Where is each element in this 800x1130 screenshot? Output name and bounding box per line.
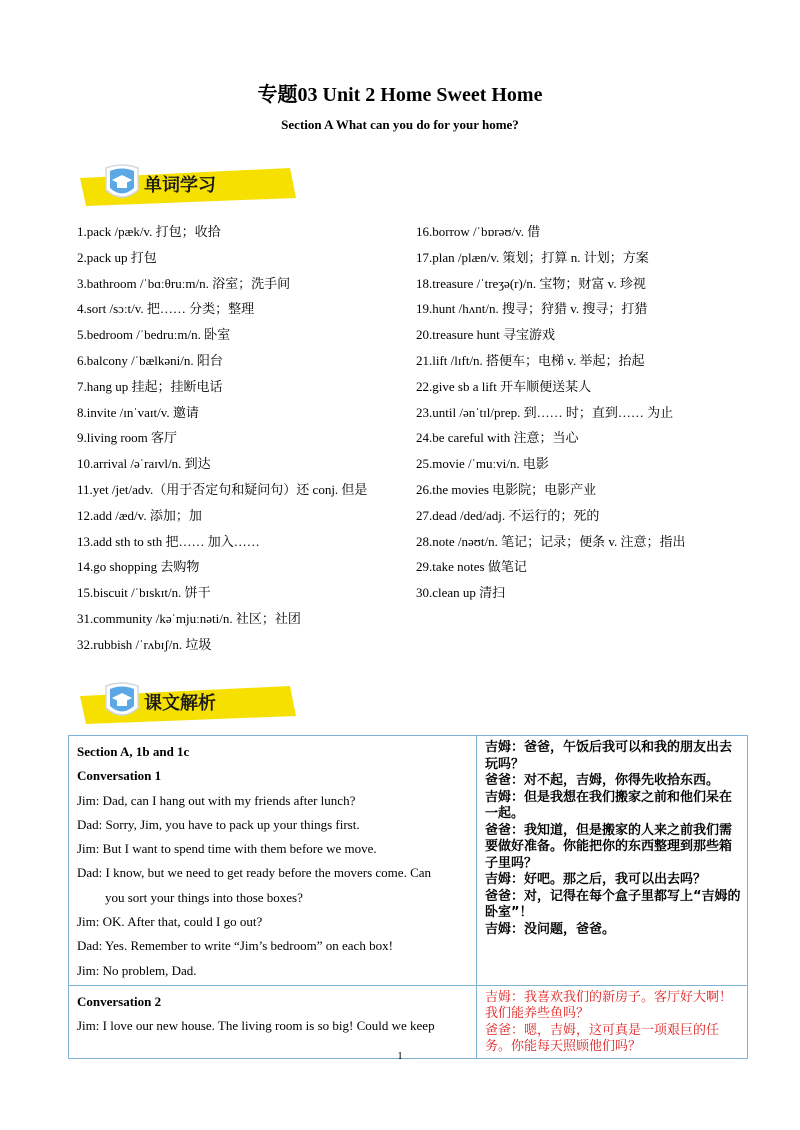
page-number: 1 bbox=[397, 1050, 403, 1062]
conversation-2-translation bbox=[477, 985, 748, 1058]
vocab-item: 24.be careful with 注意；当心 bbox=[416, 430, 579, 446]
conversation-1-translation bbox=[477, 736, 748, 986]
conversation-table bbox=[68, 735, 748, 1059]
vocab-item: 3.bathroom /ˈbɑːθruːm/n. 浴室；洗手间 bbox=[77, 275, 291, 291]
translation-line: 爸爸：我知道，但是搬家的人来之前我们需要做好准备。你能把你的东西整理到那些箱子里吗？ bbox=[485, 822, 733, 871]
vocab-item: 29.take notes 做笔记 bbox=[416, 559, 527, 575]
dialogue-line: Jim: Dad, can I hang out with my friends after lunch? bbox=[77, 792, 356, 808]
translation-line: 爸爸：对，记得在每个盒子里都写上“吉姆的卧室”！ bbox=[485, 888, 741, 920]
text-section-banner bbox=[80, 680, 296, 726]
conversation-2-english bbox=[69, 985, 477, 1058]
table-row bbox=[69, 736, 748, 986]
vocab-item: 12.add /æd/v. 添加；加 bbox=[77, 507, 202, 523]
page-subtitle: Section A What can you do for your home? bbox=[281, 117, 519, 132]
page-title: 专题03 Unit 2 Home Sweet Home bbox=[257, 84, 543, 106]
section-label: Section A, 1b and 1c bbox=[77, 744, 190, 759]
vocab-item: 26.the movies 电影院；电影产业 bbox=[416, 481, 597, 497]
vocab-item: 21.lift /lɪft/n. 搭便车；电梯 v. 举起；抬起 bbox=[416, 352, 645, 368]
vocab-item: 11.yet /jet/adv.（用于否定句和疑问句）还 conj. 但是 bbox=[77, 481, 368, 497]
dialogue-line: Jim: OK. After that, could I go out? bbox=[77, 914, 263, 930]
vocab-item: 4.sort /sɔːt/v. 把…… 分类；整理 bbox=[77, 301, 255, 317]
vocab-item: 14.go shopping 去购物 bbox=[77, 559, 200, 575]
graduation-cap-icon bbox=[102, 162, 142, 206]
vocab-item: 27.dead /ded/adj. 不运行的；死的 bbox=[416, 507, 600, 523]
translation-line: 吉姆：好吧。那之后，我可以出去吗？ bbox=[485, 872, 707, 887]
dialogue-line: Jim: No problem, Dad. bbox=[77, 962, 197, 978]
vocab-item: 30.clean up 清扫 bbox=[416, 585, 506, 601]
dialogue-line: Dad: Yes. Remember to write “Jim’s bedroom” on each box! bbox=[77, 938, 393, 954]
graduation-cap-icon bbox=[102, 680, 142, 724]
vocab-item: 17.plan /plæn/v. 策划；打算 n. 计划；方案 bbox=[416, 249, 649, 265]
translation-line: 吉姆：爸爸，午饭后我可以和我的朋友出去玩吗？ bbox=[485, 740, 733, 772]
translation-line: 爸爸：嗯，吉姆，这可真是一项艰巨的任务。你能每天照顾他们吗？ bbox=[485, 1022, 720, 1055]
vocab-item: 16.borrow /ˈbɒrəʊ/v. 借 bbox=[416, 224, 541, 239]
vocab-item: 2.pack up 打包 bbox=[77, 249, 157, 265]
translation-line: 吉姆：我喜欢我们的新房子。客厅好大啊！我们能养些鱼吗？ bbox=[485, 989, 733, 1022]
dialogue-line: Dad: I know, but we need to get ready before the movers come. Can bbox=[77, 865, 432, 881]
vocab-item: 18.treasure /ˈtreʒə(r)/n. 宝物；财富 v. 珍视 bbox=[416, 275, 646, 291]
vocab-item: 13.add sth to sth 把…… 加入…… bbox=[77, 533, 260, 549]
table-row bbox=[69, 985, 748, 1058]
vocab-item: 15.biscuit /ˈbɪskɪt/n. 饼干 bbox=[77, 585, 211, 601]
vocab-item: 7.hang up 挂起；挂断电话 bbox=[77, 378, 223, 394]
vocab-item: 8.invite /ɪnˈvaɪt/v. 邀请 bbox=[77, 404, 199, 420]
vocab-item: 10.arrival /əˈraɪvl/n. 到达 bbox=[77, 456, 211, 472]
vocab-item: 22.give sb a lift 开车顺便送某人 bbox=[416, 378, 592, 394]
vocab-list-left bbox=[77, 219, 397, 658]
vocab-item: 19.hunt /hʌnt/n. 搜寻；狩猎 v. 搜寻；打猎 bbox=[416, 301, 648, 317]
vocab-item: 31.community /kəˈmjuːnəti/n. 社区；社团 bbox=[77, 610, 301, 626]
vocab-item: 20.treasure hunt 寻宝游戏 bbox=[416, 327, 556, 343]
vocab-section-banner bbox=[80, 162, 296, 208]
dialogue-line: you sort your things into those boxes? bbox=[105, 889, 303, 905]
dialogue-line: Jim: But I want to spend time with them before we move. bbox=[77, 841, 377, 857]
vocab-item: 28.note /nəʊt/n. 笔记；记录；便条 v. 注意；指出 bbox=[416, 533, 686, 549]
vocab-item: 1.pack /pæk/v. 打包；收拾 bbox=[77, 224, 221, 239]
vocab-item: 9.living room 客厅 bbox=[77, 430, 178, 446]
translation-line: 爸爸：对不起，吉姆，你得先收拾东西。 bbox=[485, 773, 720, 788]
translation-line: 吉姆：没问题，爸爸。 bbox=[485, 921, 616, 937]
translation-line: 吉姆：但是我想在我们搬家之前和他们呆在一起。 bbox=[485, 789, 733, 821]
vocab-item: 6.balcony /ˈbælkəni/n. 阳台 bbox=[77, 352, 223, 368]
vocab-item: 25.movie /ˈmuːvi/n. 电影 bbox=[416, 456, 549, 472]
vocab-item: 23.until /ənˈtɪl/prep. 到…… 时；直到…… 为止 bbox=[416, 404, 674, 420]
text-section-title: 课文解析 bbox=[144, 693, 216, 714]
vocab-item: 5.bedroom /ˈbedruːm/n. 卧室 bbox=[77, 327, 231, 343]
conversation-heading: Conversation 2 bbox=[77, 993, 162, 1009]
dialogue-line: Jim: I love our new house. The living room is so big! Could we keep bbox=[77, 1018, 435, 1034]
dialogue-line: Dad: Sorry, Jim, you have to pack up your things first. bbox=[77, 816, 360, 832]
conversation-1-english bbox=[69, 736, 477, 986]
vocab-item: 32.rubbish /ˈrʌbɪʃ/n. 垃圾 bbox=[77, 636, 212, 652]
conversation-heading: Conversation 1 bbox=[77, 768, 162, 784]
vocab-section-title: 单词学习 bbox=[144, 175, 216, 196]
vocab-list-right bbox=[416, 219, 746, 606]
